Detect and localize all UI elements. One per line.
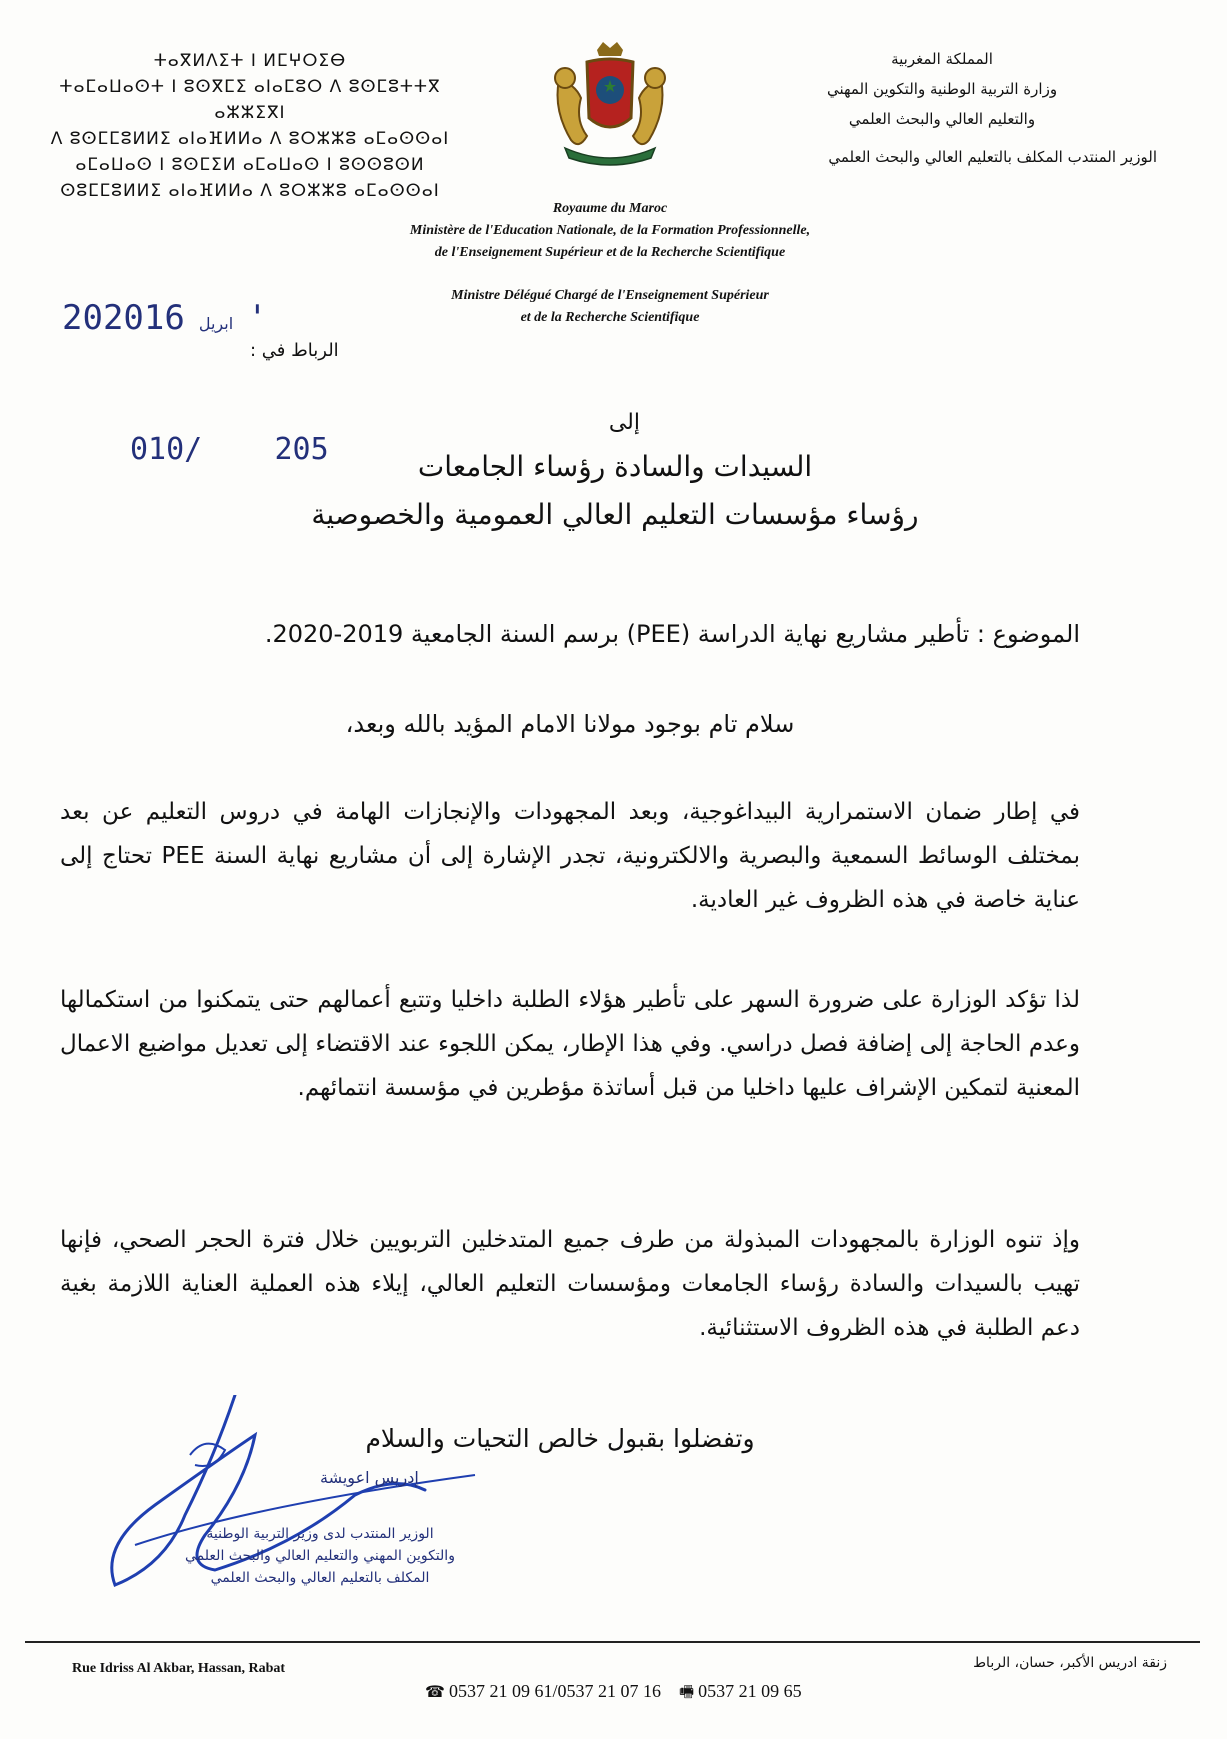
tifinagh-line: ⵜⴰⴳⵍⴷⵉⵜ ⵏ ⵍⵎⵖⵔⵉⴱ: [153, 51, 347, 71]
french-header: [330, 198, 890, 264]
arabic-header-line: وزارة التربية الوطنية والتكوين المهني: [826, 80, 1058, 98]
fax-icon: 🖷: [678, 1682, 695, 1701]
greeting: سلام تام بوجود مولانا الامام المؤيد بالله وبعد،: [345, 710, 795, 738]
arabic-header: [727, 44, 1157, 172]
body-paragraph-2: لذا تؤكد الوزارة على ضرورة السهر على تأطير هؤلاء الطلبة داخليا وتتبع أعمالهم حتى يتمكنوا من استكمالها وعدم الحاجة إلى إضافة فصل دراسي. وفي هذا الإطار، يمكن اللجوء عند الاقتضاء إلى تعديل مواضيع الاعمال المعنية لتمكين الإشراف عليها داخليا من قبل أساتذة مؤطرين في مؤسسة انتمائهم.: [60, 987, 1080, 1101]
arabic-minister-line: الوزير المنتدب المكلف بالتعليم العالي والبحث العلمي: [828, 148, 1157, 166]
fax-number: 0537 21 09 65: [698, 1681, 802, 1701]
contact-numbers: [425, 1681, 802, 1708]
signatory-name: إدريس اعويشة: [320, 1468, 419, 1487]
arabic-header-line: المملكة المغربية: [891, 50, 993, 68]
signatory-title-line: الوزير المنتدب لدى وزير التربية الوطنية: [206, 1526, 434, 1542]
address-french: Rue Idriss Al Akbar, Hassan, Rabat: [72, 1661, 286, 1676]
signatory-title-line: والتكوين المهني والتعليم العالي والبحث العلمي: [185, 1548, 455, 1564]
place-label: الرباط في :: [250, 340, 339, 361]
tifinagh-line: ⴷ ⵓⵙⵎⵎⵓⵍⵍⵉ ⴰⵏⴰⴼⵍⵍⴰ ⴷ ⵓⵔⵣⵣⵓ ⴰⵎⴰⵙⵙⴰⵏ: [50, 129, 450, 149]
recipient-block: [311, 410, 919, 539]
tifinagh-line: ⴰⵎⴰⵡⴰⵙ ⵏ ⵓⵙⵎⵉⵍ ⴰⵎⴰⵡⴰⵙ ⵏ ⵓⵙⵙⵓⵙⵍ: [75, 155, 425, 175]
recipient-line-1: السيدات والسادة رؤساء الجامعات: [417, 450, 813, 483]
address-arabic: زنقة ادريس الأكبر، حسان، الرباط: [973, 1655, 1167, 1671]
stamp-year: 2020: [62, 298, 144, 338]
arabic-header-line: والتعليم العالي والبحث العلمي: [848, 110, 1036, 128]
french-minister-line: et de la Recherche Scientifique: [520, 310, 700, 325]
reference-number-stamp: [130, 432, 329, 467]
french-header-line: de l'Enseignement Supérieur et de la Recherche Scientifique: [434, 245, 786, 260]
signatory-title: [170, 1523, 470, 1589]
tifinagh-line: ⵜⴰⵎⴰⵡⴰⵙⵜ ⵏ ⵓⵙⴳⵎⵉ ⴰⵏⴰⵎⵓⵔ ⴷ ⵓⵙⵎⵓⵜⵜⴳ ⴰⵣⵣⵉⴳⵏ: [59, 77, 441, 123]
tifinagh-line: ⵙⵓⵎⵎⵓⵍⵍⵉ ⴰⵏⴰⴼⵍⵍⴰ ⴷ ⵓⵔⵣⵣⵓ ⴰⵎⴰⵙⵙⴰⵏ: [60, 181, 440, 201]
ref-left: 010/: [130, 432, 203, 467]
footer-divider: [25, 1641, 1200, 1643]
french-minister-line: Ministre Délégué Chargé de l'Enseignement Supérieur: [451, 288, 769, 303]
coat-of-arms-emblem: [535, 40, 685, 170]
body-paragraph-1: في إطار ضمان الاستمرارية البيداغوجية، وبعد المجهودات والإنجازات الهامة في دروس التعليم عن بعد بمختلف الوسائط السمعية والبصرية والالكترونية، تجدر الإشارة إلى أن مشاريع نهاية السنة PEE تحتاج إلى عناية خاصة في هذه الظروف غير العادية.: [60, 799, 1081, 913]
stamp-day: 16': [143, 298, 268, 338]
phone-numbers: 0537 21 09 61/0537 21 07 16: [448, 1681, 661, 1701]
french-header-line: Ministère de l'Education Nationale, de la Formation Professionnelle,: [409, 223, 811, 238]
signatory-title-line: المكلف بالتعليم العالي والبحث العلمي: [210, 1570, 430, 1586]
to-label: إلى: [608, 410, 640, 435]
french-minister: [360, 285, 860, 329]
date-stamp: [62, 298, 268, 338]
body-paragraph-3: وإذ تنوه الوزارة بالمجهودات المبذولة من طرف جميع المتدخلين التربويين خلال فترة الحجر الصحي، فإنها تهيب بالسيدات والسادة رؤساء الجامعات ومؤسسات التعليم العالي، إيلاء هذه العملية العناية اللازمة بغية دعم الطلبة في هذه الظروف الاستثنائية.: [60, 1227, 1080, 1341]
telephone-icon: ☎: [425, 1682, 445, 1701]
french-header-line: Royaume du Maroc: [552, 201, 668, 216]
closing-line: وتفضلوا بقبول خالص التحيات والسلام: [365, 1424, 755, 1453]
stamp-month: ابريل: [198, 314, 234, 333]
subject-line: الموضوع : تأطير مشاريع نهاية الدراسة (PEE) برسم السنة الجامعية 2019-2020.: [264, 620, 1080, 648]
recipient-line-2: رؤساء مؤسسات التعليم العالي العمومية والخصوصية: [311, 498, 919, 531]
tifinagh-header: [50, 48, 450, 204]
ref-right: 205: [274, 432, 329, 467]
